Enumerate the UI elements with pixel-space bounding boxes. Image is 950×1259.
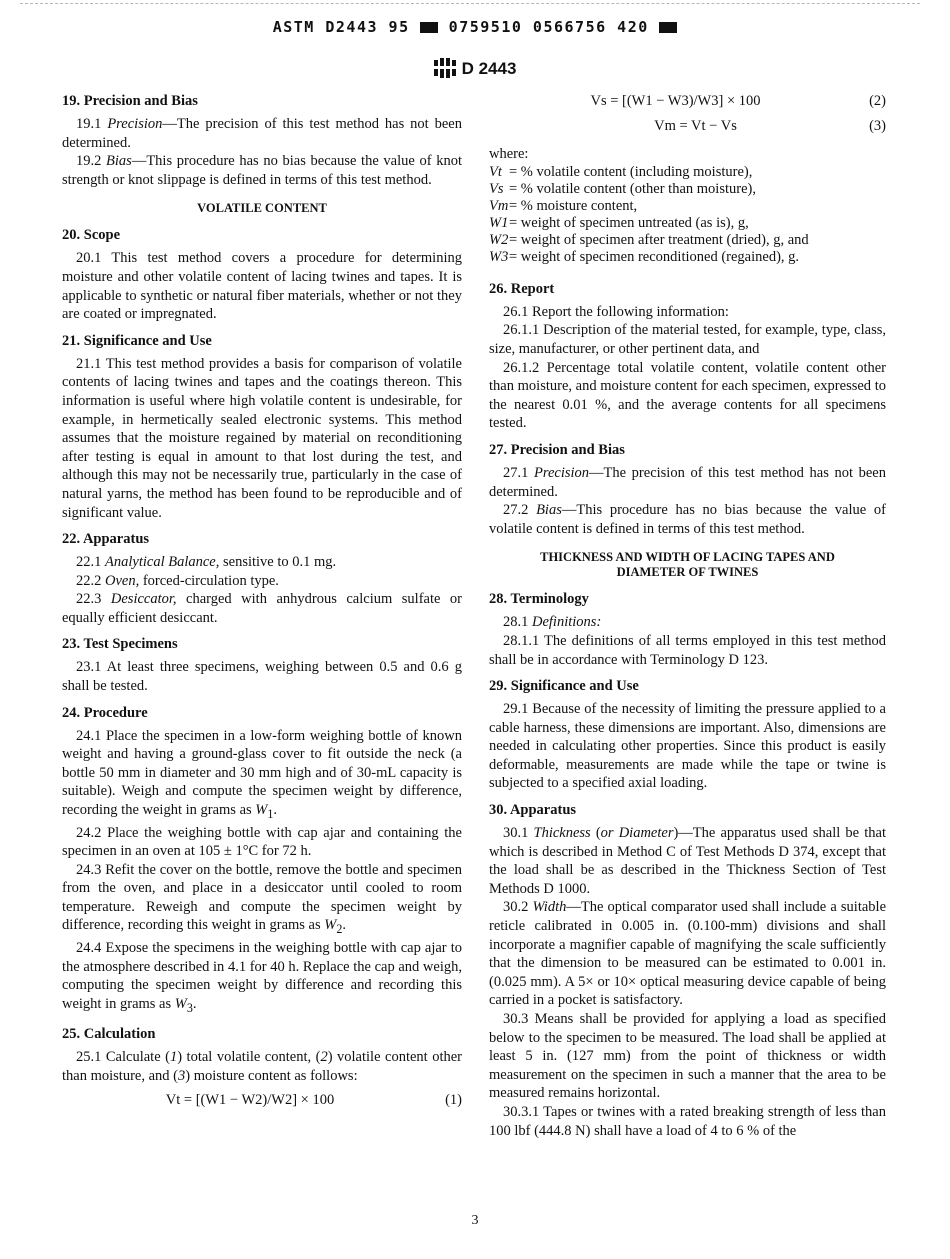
paragraph: 26.1.1 Description of the material tested, for example, type, class, size, manufacturer, or other pertinent data, and xyxy=(489,322,886,357)
variable-definition: Vt = % volatile content (including moisture), xyxy=(489,163,753,180)
variable-definition: W3 = weight of specimen reconditioned (regained), g. xyxy=(489,248,800,265)
paragraph: 26.1 Report the following information: xyxy=(503,303,729,320)
equation-text: Vt = [(W1 − W2)/W2] × 100 xyxy=(165,1092,335,1109)
equation-1 xyxy=(62,1091,462,1110)
section-heading: 19. Precision and Bias xyxy=(62,93,198,109)
barcode-number: 0759510 0566756 420 xyxy=(448,18,649,36)
section-heading: 27. Precision and Bias xyxy=(489,441,625,458)
variable-definition: Vm = % moisture content, xyxy=(489,197,638,214)
section-heading: 29. Significance and Use xyxy=(489,678,639,695)
top-scan-line xyxy=(20,3,920,5)
variable-definition: Vs = % volatile content (other than moisture), xyxy=(489,180,756,197)
paragraph: 28.1 Definitions: xyxy=(503,614,602,631)
equation-number: (2) xyxy=(869,93,886,109)
paragraph: 22.3 Desiccator, charged with anhydrous calcium sulfate or equally efficient desiccant. xyxy=(62,591,463,626)
section-heading: 26. Report xyxy=(489,280,555,297)
designation-row xyxy=(0,58,950,79)
equation-number: (1) xyxy=(445,1092,462,1109)
astm-logo-icon xyxy=(434,58,456,78)
black-block-mark xyxy=(420,22,438,33)
paragraph: 29.1 Because of the necessity of limiting the pressure applied to a cable harness, these dimensions are important. Also, dimensions are needed in calculating other properties. Since this product is easily deformable, measurements are made while the tape or twine is subjected to a specified axial loading. xyxy=(489,701,886,792)
variable-definition: W1 = weight of specimen untreated (as is), g, xyxy=(489,214,749,231)
paragraph: 26.1.2 Percentage total volatile content, volatile content other than moisture, and moisture content for each specimen, expressed to the nearest 0.01 %, and the average contents for all specimens tested. xyxy=(489,359,886,432)
paragraph: 30.1 Thickness (or Diameter)—The apparatus used shall be that which is described in Method C of Test Methods D 374, except that the load shall be as described in the Thickness Section of Test Methods D 1000. xyxy=(489,825,886,897)
black-block-mark xyxy=(659,22,677,33)
paragraph: 19.1 Precision—The precision of this test method has not been determined. xyxy=(62,116,462,151)
paragraph: 24.2 Place the weighing bottle with cap ajar and containing the specimen in an oven at 105 ± 1°C for 72 h. xyxy=(62,824,462,860)
paragraph: 23.1 At least three specimens, weighing between 0.5 and 0.6 g shall be tested. xyxy=(62,659,462,695)
where-label: where: xyxy=(489,146,529,163)
section-heading: 21. Significance and Use xyxy=(62,332,212,349)
section-title: VOLATILE CONTENT xyxy=(197,201,327,216)
section-heading: 23. Test Specimens xyxy=(62,636,178,653)
section-heading: 30. Apparatus xyxy=(489,802,577,819)
equation-number: (3) xyxy=(869,117,886,134)
paragraph: 22.2 Oven, forced-circulation type. xyxy=(76,572,279,589)
paragraph: 28.1.1 The definitions of all terms employed in this test method shall be in accordance with Terminology D 123. xyxy=(489,632,886,668)
paragraph: 21.1 This test method provides a basis for comparison of volatile contents of lacing twines and tapes and the coatings thereon. This information is useful where high volatile content is undesirable, for example, in hermetically sealed electronic systems. This method assumes that the moisture regained by material on reconditioning after testing is equal in amount to that lost during the test, and although this may not be necessarily true, particularly in the case of natural yarns, the method has been found to be reproducible and of significant value. xyxy=(62,355,462,521)
equation-3 xyxy=(489,117,886,136)
variable-definitions xyxy=(489,164,886,266)
section-title: THICKNESS AND WIDTH OF LACING TAPES AND DIAMETER OF TWINES xyxy=(540,550,835,580)
page-number: 3 xyxy=(471,1213,479,1228)
paragraph: 24.1 Place the specimen in a low-form weighing bottle of known weight and having a ground-glass cover to fit outside the neck (a bottle 50 mm in diameter and 30 mm high and of 30-mL capacity is suitable). Weigh and compute the specimen weight by difference, recording the weight in grams as $W_1$. xyxy=(62,727,462,821)
section-heading: 28. Terminology xyxy=(489,591,589,608)
section-heading: 25. Calculation xyxy=(62,1026,156,1043)
section-heading: 24. Procedure xyxy=(62,704,148,721)
paragraph: 24.4 Expose the specimens in the weighing bottle with cap ajar to the atmosphere described in 4.1 for 40 h. Replace the cap and weigh, computing the specimen weight by difference and recording this weight in grams as $W_3$. xyxy=(62,939,462,1015)
document-code-header xyxy=(0,18,950,36)
paragraph: 30.3 Means shall be provided for applying a load as specified below to the specimen to be measured. The load shall be applied at least 5 in. (127 mm) from the point of thickness or width measurement on the specimen in such a manner that the area to be measured remains horizontal. xyxy=(489,1011,886,1102)
paragraph: 25.1 Calculate (1) total volatile content, (2) volatile content other than moisture, and (3) moisture content as follows: xyxy=(62,1049,462,1084)
paragraph: 27.1 Precision—The precision of this test method has not been determined. xyxy=(489,464,886,500)
paragraph: 22.1 Analytical Balance, sensitive to 0.1 mg. xyxy=(76,554,337,571)
paragraph: 27.2 Bias—This procedure has no bias because the value of volatile content is defined in terms of this test method. xyxy=(489,502,886,537)
equation-text: Vm = Vt − Vs xyxy=(654,117,737,134)
section-heading: 20. Scope xyxy=(62,227,120,244)
designation-number: D 2443 xyxy=(461,59,517,78)
paragraph: 30.2 Width—The optical comparator used shall include a suitable reticle calibrated in 0.005 in. (0.100-mm) divisions and shall incorporate a magnifier capable of magnifying the scale sufficiently that the dimension to be measured can be estimated to 0.001 in. (0.025 mm). A 5× or 10× optical measuring device capable of being carried in a pocket is satisfactory. xyxy=(489,899,887,1009)
paragraph: 20.1 This test method covers a procedure for determining moisture and other volatile content of lacing twines and tapes. It is applicable to synthetic or natural fiber materials, whether or not they are coated or impregnated. xyxy=(62,250,462,323)
paragraph: 30.3.1 Tapes or twines with a rated breaking strength of less than 100 lbf (444.8 N) shall have a load of 4 to 6 % of the xyxy=(489,1103,886,1139)
equation-2 xyxy=(489,92,886,111)
variable-definition: W2 = weight of specimen after treatment (dried), g, and xyxy=(489,231,809,248)
section-heading: 22. Apparatus xyxy=(62,531,150,548)
paragraph: 24.3 Refit the cover on the bottle, remove the bottle and specimen from the oven, and place in a desiccator until cooled to room temperature. Reweigh and compute the specimen weight by difference, recording this weight in grams as $W_2$. xyxy=(62,861,462,937)
left-column xyxy=(62,92,462,1116)
astm-code: ASTM D2443 95 xyxy=(272,18,410,36)
right-column xyxy=(489,92,886,1140)
paragraph: 19.2 Bias—This procedure has no bias because the value of knot strength or knot slippage is defined in terms of this test method. xyxy=(62,153,462,188)
equation-text: Vs = [(W1 − W3)/W3] × 100 xyxy=(590,93,761,109)
